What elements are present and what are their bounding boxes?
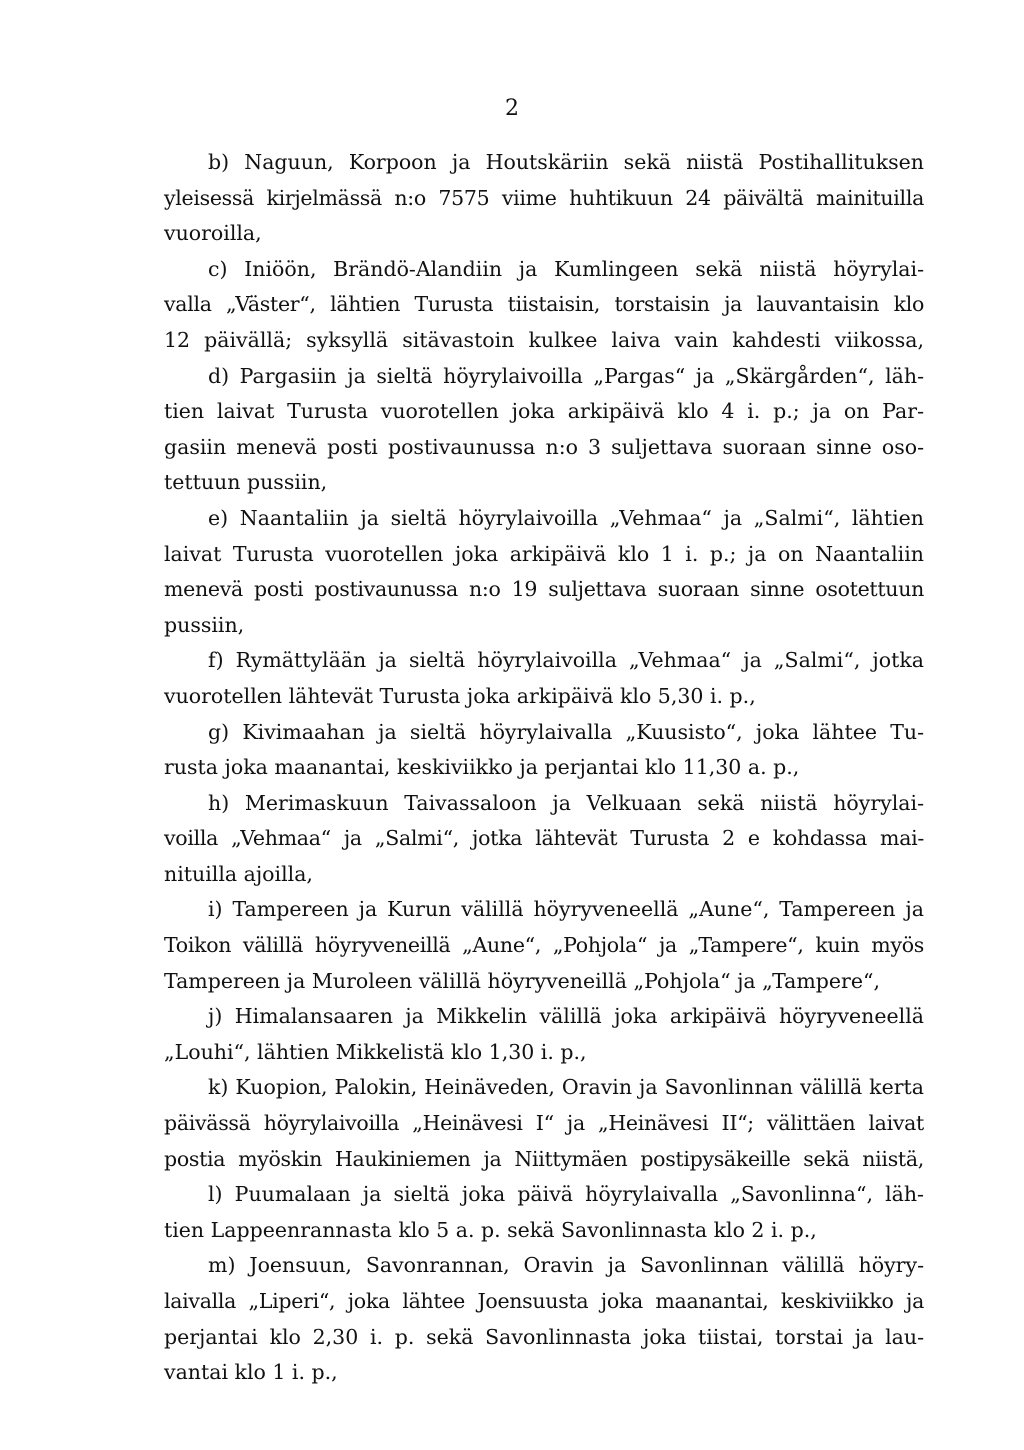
text-line: vantai klo 1 i. p., — [164, 1360, 338, 1385]
text-line: Tampereen ja Muroleen välillä höyryveneillä „Pohjola“ ja „Tampere“, — [164, 968, 880, 993]
text-line: gasiin menevä posti postivaunussa n:o 3 suljettava suoraan sinne oso- — [164, 434, 924, 459]
text-line: Toikon välillä höyryveneillä „Aune“, „Pohjola“ ja „Tampere“, kuin myös — [164, 933, 924, 958]
text-line: g) Kivimaahan ja sieltä höyrylaivalla „Kuusisto“, joka lähtee Tu- — [208, 719, 924, 744]
text-line: e) Naantaliin ja sieltä höyrylaivoilla „Vehmaa“ ja „Salmi“, lähtien — [208, 505, 924, 530]
text-line: f) Rymättylään ja sieltä höyrylaivoilla „Vehmaa“ ja „Salmi“, jotka — [208, 648, 924, 673]
text-line: voilla „Vehmaa“ ja „Salmi“, jotka lähtevät Turusta 2 e kohdassa mai- — [164, 826, 924, 851]
text-line: i) Tampereen ja Kurun välillä höyryveneellä „Aune“, Tampereen ja — [208, 897, 924, 922]
text-line: m) Joensuun, Savonrannan, Oravin ja Savonlinnan välillä höyry- — [208, 1253, 924, 1278]
text-line: b) Naguun, Korpoon ja Houtskäriin sekä niistä Postihallituksen — [208, 150, 924, 174]
text-line: nituilla ajoilla, — [164, 861, 313, 886]
text-line: pussiin, — [164, 612, 245, 637]
text-line: tettuun pussiin, — [164, 470, 328, 495]
text-line: laivalla „Liperi“, joka lähtee Joensuusta joka maanantai, keskiviikko ja — [164, 1289, 924, 1313]
text-line: l) Puumalaan ja sieltä joka päivä höyrylaivalla „Savonlinna“, läh- — [208, 1182, 924, 1207]
text-line: perjantai klo 2,30 i. p. sekä Savonlinnasta joka tiistai, torstai ja lau- — [164, 1324, 924, 1349]
text-line: tien laivat Turusta vuorotellen joka arkipäivä klo 4 i. p.; ja on Par- — [164, 399, 924, 424]
text-line: h) Merimaskuun Taivassaloon ja Velkuaan sekä niistä höyrylai- — [208, 790, 924, 815]
text-line: 12 päivällä; syksyllä sitävastoin kulkee laiva vain kahdesti viikossa, — [164, 327, 924, 352]
text-line: yleisessä kirjelmässä n:o 7575 viime huhtikuun 24 päivältä mainituilla — [164, 185, 924, 210]
text-line: „Louhi“, lähtien Mikkelistä klo 1,30 i. p., — [164, 1039, 587, 1064]
text-line: d) Pargasiin ja sieltä höyrylaivoilla „Pargas“ ja „Skärgården“, läh- — [208, 363, 924, 388]
text-line: c) Iniöön, Brändö-Alandiin ja Kumlingeen sekä niistä höyrylai- — [208, 256, 924, 281]
page-number: 2 — [505, 96, 519, 121]
text-line: valla „Väster“, lähtien Turusta tiistaisin, torstaisin ja lauvantaisin klo — [164, 292, 924, 317]
text-line: j) Himalansaaren ja Mikkelin välillä joka arkipäivä höyryveneellä — [208, 1004, 924, 1029]
text-line: menevä posti postivaunussa n:o 19 suljettava suoraan sinne osotettuun — [164, 577, 924, 602]
text-line: k) Kuopion, Palokin, Heinäveden, Oravin ja Savonlinnan välillä kerta — [208, 1075, 924, 1100]
text-line: postia myöskin Haukiniemen ja Niittymäen postipysäkeille sekä niistä, — [164, 1146, 924, 1171]
body-text — [164, 145, 924, 1391]
text-line: tien Lappeenrannasta klo 5 a. p. sekä Savonlinnasta klo 2 i. p., — [164, 1217, 817, 1242]
text-line: laivat Turusta vuorotellen joka arkipäivä klo 1 i. p.; ja on Naantaliin — [164, 541, 924, 566]
text-line: rusta joka maanantai, keskiviikko ja perjantai klo 11,30 a. p., — [164, 755, 800, 780]
text-line: päivässä höyrylaivoilla „Heinävesi I“ ja „Heinävesi II“; välittäen laivat — [164, 1111, 924, 1136]
text-line: vuorotellen lähtevät Turusta joka arkipäivä klo 5,30 i. p., — [164, 683, 756, 708]
text-line: vuoroilla, — [164, 221, 262, 246]
